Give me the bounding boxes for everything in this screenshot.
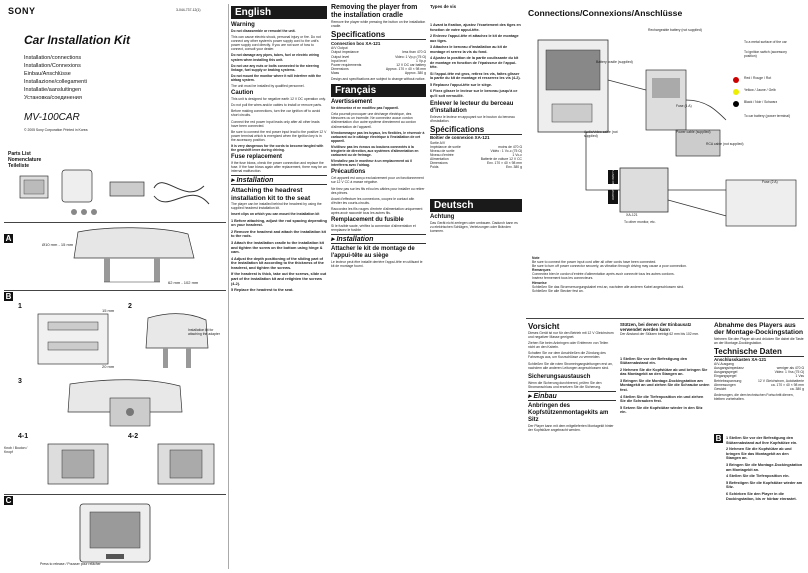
spec-row: Ausgangspegel Video: 1 Vss (75 Ω) bbox=[714, 370, 804, 375]
einbau-label bbox=[528, 391, 616, 401]
abnahme-text: Nehmen Sie den Player ab und drücken Sie dabei die Taste an der Montage-Dockingstation. bbox=[714, 336, 804, 345]
sicherung-title: Sicherungsaustausch bbox=[528, 373, 591, 380]
arrow-icon: ▸ bbox=[528, 392, 532, 400]
note-item: Be sure to connect the power input cord after all other cords have been connected. bbox=[532, 260, 657, 265]
vorsicht-item: Schließen Sie die roten Stromeingangsleitungen erst an, nachdem alle anderen Leitungen angeschlossen sind. bbox=[528, 361, 613, 370]
figure-number: 1 bbox=[18, 303, 22, 310]
english-column bbox=[231, 6, 327, 295]
parts-list-label: Nomenclature bbox=[8, 157, 42, 163]
spec-table-fr bbox=[430, 141, 522, 170]
label-yellow: Yellow / Jaune / Gelb bbox=[744, 88, 776, 92]
avert-block bbox=[331, 106, 426, 167]
spec-row: Input level 1 Vp-p bbox=[331, 58, 426, 63]
abnahme-column bbox=[714, 322, 804, 403]
cover-column bbox=[0, 0, 228, 573]
tech-note: Änderungen, die dem technischen Fortschritt dienen, bleiben vorbehalten. bbox=[714, 392, 794, 401]
tech-title: Technische Daten bbox=[714, 347, 804, 357]
spec-table bbox=[331, 46, 426, 81]
einbau-text: Einbau bbox=[533, 392, 557, 400]
avert-para: Cela pourrait provoquer une décharge électrique, des blessures ou un incendie. Ne connectez aucun cordon d'alimentation d'un autre système directement au cordon d'alimentation de l'appareil. bbox=[331, 112, 416, 129]
note-item: Connectez bien le cordon d'entrée d'alimentation après avoir connecté tous les autres cordons. bbox=[532, 272, 675, 277]
language-list bbox=[24, 54, 204, 102]
stuetzen-title: Stützen, bei denen der Einbausatz verwendet werden kann bbox=[620, 322, 692, 333]
sicherung-text: Wenn die Sicherung durchbrennt, prüfen Sie den Stromanschluss und ersetzen Sie die Sicherung. bbox=[528, 380, 602, 389]
label-monitor: To other monitor, etc. bbox=[624, 220, 656, 224]
francais-column bbox=[430, 4, 522, 236]
spec-row: Gewicht ca. 380 g bbox=[714, 386, 804, 391]
step-item: 3 Attachez le berceau d'installation au kit de montage et serrez la vis du fond. bbox=[430, 45, 508, 54]
warning-para: Do not use any nuts or bolts connected to the steering linkage, fuel supply or braking systems. bbox=[231, 63, 319, 72]
tech-subtitle: Anschlusskasten XA-121 bbox=[714, 357, 767, 362]
figure-number: 3 bbox=[18, 378, 22, 385]
parts-list-label: Teileliste bbox=[8, 163, 30, 169]
precautions-title: Précautions bbox=[331, 169, 366, 176]
spec-row: Impédance de sortie moins de 470 Ω bbox=[430, 144, 522, 149]
step-item: If the headrest is thick, take out the screws, slide out part of the installation kit and retighten the screws (4-2). bbox=[231, 272, 327, 286]
spec-note: Design and specifications are subject to change without notice. bbox=[331, 77, 426, 82]
model-name: MV-100CAR bbox=[24, 112, 80, 123]
specs-subtitle-fr: Boîtier de connexion XA-121 bbox=[430, 135, 490, 141]
spec-row: Power requirements 12 V DC car battery bbox=[331, 62, 426, 67]
note-item: Be sure to turn off power connector securely, as vibration through driving may cause a poor connection. bbox=[532, 264, 687, 269]
step-item: 2 Nehmen Sie die Kopfstütze ab und bringen Sie das Montagekit an den Stangen an. bbox=[726, 447, 792, 461]
stuetzen-column bbox=[620, 322, 710, 417]
note-item: Schließen Sie alle Stecker fest an. bbox=[532, 288, 584, 293]
caution-item: This unit is designed for negative earth 12 V DC operation only. bbox=[231, 97, 326, 102]
avert-para: Ne démontez et ne modifiez pas l'appareil. bbox=[331, 106, 400, 111]
step-item: 3 Bringen Sie die Montage-Dockingstation am Montagekit an. bbox=[726, 462, 803, 472]
precaution-item: Raccordez les fils rouges d'entrée d'alimentation uniquement après avoir raccordé tous les autres fils. bbox=[331, 206, 423, 216]
figure-number: 2 bbox=[128, 303, 132, 310]
label-battery: Rechargeable battery (not supplied) bbox=[648, 28, 702, 32]
spec-row: A/V Output bbox=[331, 46, 348, 51]
avert-title: Avertissement bbox=[331, 99, 373, 106]
divider bbox=[4, 494, 226, 495]
spec-row: Eingangspegel 1 Vss bbox=[714, 374, 804, 379]
precautions-list bbox=[331, 176, 426, 215]
specs-subtitle: Connection box XA-121 bbox=[331, 41, 381, 47]
vorsicht-item: Dieses Gerät ist nur für den Betrieb mit 12 V Gleichstrom und negativer Masse geeignet. bbox=[528, 331, 614, 340]
output-label: OUTPUT VIDEO bbox=[612, 180, 615, 200]
input-label: INPUT VIDEO bbox=[612, 163, 615, 180]
step-item: 4 Ajustez la position de la partie coulissante du kit de montage en fonction de l'épaisseur de l'appui-tête. bbox=[430, 56, 519, 70]
note-item: Insérez fermement tous les connecteurs. bbox=[532, 276, 594, 281]
doc-number: 3-044-737-12(1) bbox=[176, 8, 201, 12]
avert-para: N'utilisez pas les écrous ou boulons connectés à la tringlerie de direction, aux systèmes d'alimentation en carburant ou de freinage. bbox=[331, 144, 419, 158]
language-item: Installation/connections bbox=[24, 55, 82, 61]
vorsicht-item: Schalten Sie vor dem Anschließen die Zündung des Fahrzeugs aus, um Kurzschlüsse zu vermeiden. bbox=[528, 351, 606, 360]
specs-title: Specifications bbox=[331, 30, 426, 40]
dimension-label: 62 mm - 102 mm bbox=[168, 280, 199, 285]
adapter-label: Installation kit for attaching the adapter bbox=[188, 328, 220, 337]
step-list bbox=[231, 219, 327, 293]
divider bbox=[4, 222, 226, 223]
warning-para: Do not damage any pipes, tubes, fuel or electric wiring system when installing this unit. bbox=[231, 53, 319, 62]
precaution-item: Ne tirez pas sur les fils et/ou les câbles pour installer ou retirer des pièces. bbox=[331, 186, 425, 195]
caution-title: Caution bbox=[231, 90, 254, 97]
language-item: Installatie/aansluitingen bbox=[24, 87, 82, 93]
insert-text: Insert clips on which you can mount the installation kit bbox=[231, 212, 320, 217]
step-item: 1 Stellen Sie vor der Befestigung den Stützenabstand auf Ihre Kopfstütze ein. bbox=[726, 436, 798, 445]
note-para: It is very dangerous for the cords to become tangled with the gearshift lever during driving. bbox=[231, 143, 324, 153]
figure-b3 bbox=[30, 378, 210, 430]
section-marker-a: A bbox=[5, 234, 12, 243]
caution-item: Be sure to connect the red power input lead to the positive 12 V power terminal which is energized when the ignition key is in the accessory position. bbox=[231, 129, 327, 142]
removing-text: Remove the player while pressing the button on the installation cradle. bbox=[331, 20, 426, 29]
doc-title: Car Installation Kit bbox=[24, 33, 131, 47]
step-item: 4 Adjust the depth positioning of the sliding part of the installation kit according to the thickness of the headrest, and tighten the screws. bbox=[231, 256, 324, 270]
step-item: 1 Stellen Sie vor der Befestigung den Stützenabstand ein. bbox=[620, 356, 688, 366]
label-black: Black / Noir / Schwarz bbox=[744, 100, 778, 104]
label-ignition: To ignition switch (accessory position) bbox=[744, 50, 787, 59]
knob-label: Knob / Bouton / Knopf bbox=[4, 446, 28, 455]
dimension-label: Ø10 mm - 15 mm bbox=[42, 242, 74, 247]
attaching-title: Attaching the headrest installation kit to the seat bbox=[231, 187, 311, 202]
arrow-icon: ▸ bbox=[231, 177, 235, 185]
dimension-label: 15 mm bbox=[102, 308, 115, 313]
english-header: English bbox=[231, 6, 327, 19]
step-item: 4 Stellen Sie die Tiefenposition ein. bbox=[726, 474, 790, 479]
attacher-text: Le lecteur peut être installé derrière l'appui-tête en utilisant le kit de montage fourni. bbox=[331, 260, 423, 269]
spec-row: Mass Approx. 380 g bbox=[331, 70, 426, 75]
fuse-title: Fuse replacement bbox=[231, 154, 283, 161]
fusible-title: Remplacement du fusible bbox=[331, 217, 404, 224]
label-fuse2: Fuse (2 A) bbox=[762, 180, 778, 184]
spec-row: Niveau de sortie Vidéo : 1 Vc-c (75 Ω) bbox=[430, 148, 522, 153]
language-item: Установка/соединения bbox=[24, 95, 82, 101]
caution-item: Before making connections, turn the car ignition off to avoid short circuits. bbox=[231, 109, 321, 118]
installation-text: Installation bbox=[336, 236, 374, 244]
notes-title-en: Note bbox=[532, 256, 540, 260]
stuetzen-text: Der Abstand der Stützen beträgt 62 mm bis 102 mm. bbox=[620, 332, 700, 337]
step-item: Si l'appui-tête est gros, retirez les vis, faites glisser la partie du kit de montage et resserrez les vis (4-2). bbox=[430, 71, 521, 81]
connections-section bbox=[526, 4, 804, 318]
spec-row: Alimentation Batterie de voiture 12 V CC bbox=[430, 156, 522, 161]
spec-row: A/V-Ausgang bbox=[714, 362, 734, 367]
spec-row: Ausgangsimpedanz weniger als 470 Ω bbox=[714, 366, 804, 371]
caution-item: Connect the red power input leads only after all other leads have been connected. bbox=[231, 119, 320, 128]
label-metal: To a metal surface of the car bbox=[744, 40, 787, 44]
label-red: Red / Rouge / Rot bbox=[744, 76, 772, 80]
anbringen-text: Der Player kann mit dem mitgelieferten Montagekit hinter der Kopfstütze angebracht werden. bbox=[528, 423, 614, 433]
figure-a bbox=[18, 224, 223, 288]
language-item: Installazione/collegamenti bbox=[24, 79, 87, 85]
caution-list bbox=[231, 97, 327, 152]
section-marker-c: C bbox=[5, 496, 12, 505]
attacher-title: Attacher le kit de montage de l'appui-tête au siège bbox=[331, 246, 415, 260]
figure-number: 4-2 bbox=[128, 433, 139, 440]
anbringen-title: Anbringen des Kopfstützenmontagekits am Sitz bbox=[528, 402, 609, 423]
fuse-text: If the fuse blows, check the power connection and replace the fuse. If the fuse blows again after replacement, there may be an internal malfunction. bbox=[231, 161, 327, 174]
deutsch-header: Deutsch bbox=[430, 199, 522, 212]
step-item: 4 Stellen Sie die Tiefenposition ein und ziehen Sie die Schrauben fest. bbox=[620, 394, 704, 404]
warning-para: Do not mount the monitor where it will interfere with the airbag system. bbox=[231, 73, 322, 82]
spec-row: Betriebsspannung 12 V Gleichstrom, Autobatterie bbox=[714, 378, 804, 383]
step-item: 2 Enlevez l'appui-tête et attachez le kit de montage aux tiges. bbox=[430, 34, 519, 43]
francais-header: Français bbox=[331, 84, 426, 97]
warning-para: Do not disassemble or remodel the unit. bbox=[231, 29, 296, 33]
label-battery-line: To car battery (power terminal) bbox=[744, 114, 790, 118]
installation-label bbox=[231, 175, 327, 185]
vorsicht-item: Ziehen Sie beim Anbringen oder Entfernen von Teilen nicht an den Kabeln. bbox=[528, 341, 609, 350]
step-item: 6 Fixez glisser le lecteur sur le berceau jusqu'à ce qu'il soit verrouillé. bbox=[430, 89, 518, 98]
divider bbox=[526, 318, 804, 319]
fr-step-list bbox=[430, 23, 522, 98]
spec-row: Abmessungen ca. 170 × 40 × 98 mm bbox=[714, 382, 804, 387]
release-label: Press to release / Pousser pour relâcher bbox=[40, 562, 101, 566]
parts-illustration bbox=[14, 160, 224, 222]
arrow-icon: ▸ bbox=[331, 236, 335, 244]
fusible-text: Si le fusible saute, vérifiez la connexion d'alimentation et remplacez le fusible. bbox=[331, 224, 416, 233]
figure-b1 bbox=[18, 308, 223, 374]
spec-row: Dimensions Env. 170 × 40 × 98 mm bbox=[430, 161, 522, 166]
warning-block bbox=[231, 29, 327, 88]
step-item: 5 Replacez l'appui-tête sur le siège. bbox=[430, 82, 492, 87]
warning-para: The unit must be installed by qualified personnel. bbox=[231, 84, 305, 89]
achtung-text: Das Gerät nicht zerlegen oder umbauen. Dadurch kann es zu elektrischen Schlägen, Verletzungen oder Bränden kommen. bbox=[430, 221, 518, 234]
section-marker-b-de: B bbox=[715, 434, 722, 443]
de-step-list bbox=[620, 357, 710, 416]
label-cradle: Battery cradle (supplied) bbox=[596, 60, 633, 64]
section-marker-b: B bbox=[5, 292, 12, 301]
step-item: 5 Setzen Sie die Kopfstütze wieder in den Sitz ein. bbox=[620, 405, 703, 415]
spec-row: Dimensions Approx. 170 × 40 × 98 mm bbox=[331, 66, 426, 71]
avert-para: N'installez pas le moniteur à un emplacement où il interfèrera avec l'airbag. bbox=[331, 159, 413, 168]
step-item: 2 Nehmen Sie die Kopfstütze ab und bringen Sie das Montagekit an den Stangen an. bbox=[620, 367, 708, 377]
precaution-item: Avant d'effectuer les connexions, coupez le contact afin d'éviter les courts-circuits. bbox=[331, 196, 415, 205]
connections-title: Connections/Connexions/Anschlüsse bbox=[528, 8, 683, 18]
removing-column bbox=[331, 4, 426, 270]
precaution-item: Cet appareil est conçu exclusivement pour un fonctionnement sur 12 V CC à masse négative. bbox=[331, 176, 424, 185]
label-fuse: Fuse (1 A) bbox=[676, 104, 692, 108]
enlever-title: Enlever le lecteur du berceau d'installation bbox=[430, 101, 514, 115]
xa121-label: XA-121 bbox=[626, 213, 638, 217]
installation-label-fr bbox=[331, 234, 426, 244]
spec-row: Output impedance less than 470 Ω bbox=[331, 50, 426, 55]
connection-notes bbox=[532, 256, 802, 293]
language-item: Installation/Connexions bbox=[24, 63, 81, 69]
step-item: 2 Remove the headrest and attach the installation kit to the rods. bbox=[231, 229, 326, 239]
spec-title-fr: Spécifications bbox=[430, 125, 522, 135]
label-rca: RCA cable (not supplied) bbox=[706, 142, 744, 146]
spec-table-de bbox=[714, 362, 804, 401]
label-power: Power cable (supplied) bbox=[676, 130, 711, 134]
step-item: 3 Bringen Sie die Montage-Dockingstation am Montagekit an und ziehen Sie die Schraube unten fest. bbox=[620, 378, 710, 393]
divider bbox=[4, 290, 226, 291]
note-item: Schließen Sie das Stromversorgungskabel erst an, nachdem alle anderen Kabel angeschlossen sind. bbox=[532, 284, 685, 289]
vorsicht-list bbox=[528, 331, 616, 370]
figure-number: 4-1 bbox=[18, 433, 29, 440]
figure-b4 bbox=[18, 440, 223, 490]
spec-row: Sortie A/V bbox=[430, 140, 446, 145]
parts-list-label: Parts List bbox=[8, 151, 31, 157]
vorsicht-column bbox=[528, 322, 616, 434]
warning-title: Warning bbox=[231, 22, 255, 28]
dimension-label: 20 mm bbox=[102, 364, 115, 369]
removing-title: Removing the player from the installation cradle bbox=[331, 4, 418, 19]
caution-item: Do not pull the wires and/or cables to install or remove parts. bbox=[231, 103, 323, 108]
spec-row: Output level Video: 1 Vp-p (75 Ω) bbox=[331, 54, 426, 59]
step-item: 6 Schieben Sie den Player in die Dockingstation, bis er hörbar einrastet. bbox=[726, 491, 797, 501]
sony-logo: SONY bbox=[8, 6, 36, 16]
notes-title-de: Hinweise bbox=[532, 280, 547, 285]
figure-c bbox=[40, 498, 190, 570]
spec-row: Poids Env. 380 g bbox=[430, 165, 522, 170]
types-title: Types de vis bbox=[430, 4, 457, 9]
step-item: 5 Replace the headrest to the seat. bbox=[231, 288, 294, 293]
column-divider bbox=[228, 4, 229, 569]
step-item: 3 Attach the installation cradle to the installation kit and tighten the screw on the bottom using hinge & cam. bbox=[231, 240, 324, 255]
label-audio: Audio/video cable (not supplied) bbox=[584, 130, 618, 139]
enlever-text: Enlevez le lecteur en appuyant sur le bouton du berceau d'installation. bbox=[430, 115, 515, 124]
step-item: 5 Befestigen Sie die Kopfstütze wieder am Sitz. bbox=[726, 480, 803, 490]
avert-para: N'endommagez pas les tuyaux, les flexibles, le réservoir à carburant ou le câblage électrique à l'installation de cet appareil. bbox=[331, 130, 425, 143]
attaching-intro: The player can be installed behind the headrest by using the supplied headrest installation kit. bbox=[231, 202, 322, 211]
vorsicht-title: Vorsicht bbox=[528, 322, 560, 331]
spec-row: Niveau d'entrée 1 Vc-c bbox=[430, 152, 522, 157]
step-item: 1 Before attaching, adjust the rod spacing depending on your headrest. bbox=[231, 218, 327, 228]
de-step-list-b bbox=[726, 436, 804, 503]
notes-title-fr: Remarques bbox=[532, 268, 551, 273]
abnahme-title: Abnahme des Players aus der Montage-Dockingstation bbox=[714, 322, 804, 337]
copyright: © 2005 Sony Corporation Printed in Korea bbox=[24, 128, 88, 132]
achtung-title: Achtung bbox=[430, 214, 455, 221]
installation-text: Installation bbox=[236, 177, 274, 185]
warning-para: This can cause electric shock, personal injury or fire. Do not connect any other system's power supply cord to the unit's power supply cord directly. If you are not sure of how to connect, consult your dealer. bbox=[231, 35, 321, 52]
step-item: 1 Avant la fixation, ajustez l'écartement des tiges en fonction de votre appui-tête. bbox=[430, 23, 521, 32]
language-item: Einbau/Anschlüsse bbox=[24, 71, 71, 77]
